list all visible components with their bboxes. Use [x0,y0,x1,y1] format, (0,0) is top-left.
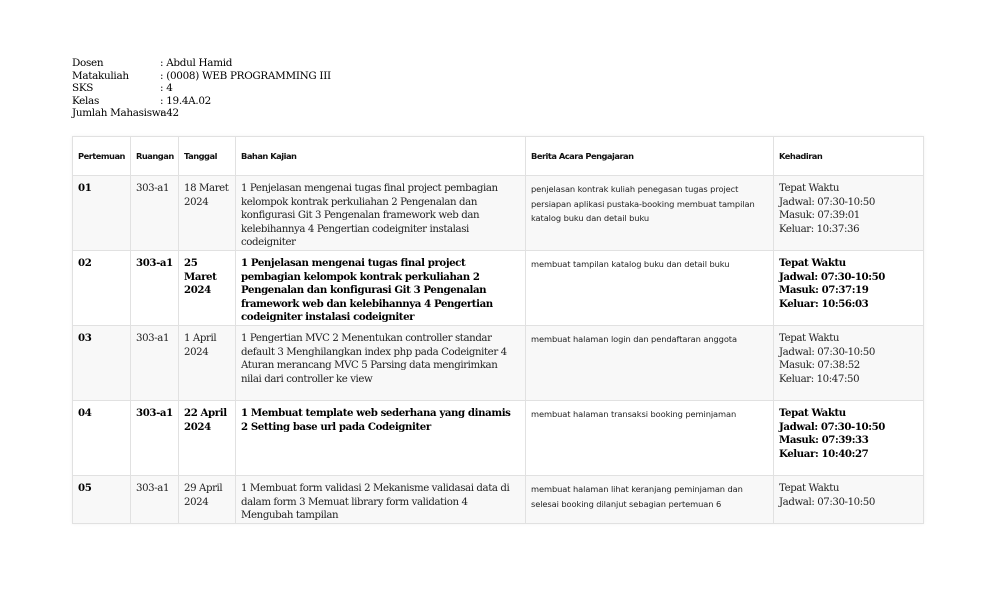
kehadiran-keluar: Keluar: 10:37:36 [779,223,860,235]
info-value: : 19.4A.02 [160,95,211,108]
kehadiran-status: Tepat Waktu [779,257,846,269]
cell-pertemuan: 01 [73,176,131,251]
cell-pertemuan: 04 [73,401,131,476]
cell-bahan-kajian: 1 Penjelasan mengenai tugas final project pembagian kelompok kontrak perkuliahan 2 Pengenalan dan konfigurasi Git 3 Pengenalan framework web dan kelebihannya 4 Pengertian codeigniter instalasi codeigniter [236,176,526,251]
kehadiran-status: Tepat Waktu [779,183,840,194]
cell-tanggal: 18 Maret 2024 [179,176,236,251]
cell-berita-acara: membuat halaman lihat keranjang peminjaman dan selesai booking dilanjut sebagian pertemuan 6 [526,476,774,524]
header-bahan-kajian: Bahan Kajian [236,137,526,176]
kehadiran-masuk: Masuk: 07:39:33 [779,434,869,447]
cell-ruangan: 303-a1 [131,251,179,326]
info-row-jumlah-mahasiswa [72,107,331,120]
cell-pertemuan: 03 [73,326,131,401]
cell-berita-acara: membuat halaman login dan pendaftaran anggota [526,326,774,401]
info-row-matakuliah [72,70,331,83]
info-label: Jumlah Mahasiswa [72,107,167,120]
info-row-dosen [72,57,331,70]
cell-berita-acara: membuat tampilan katalog buku dan detail buku [526,251,774,326]
cell-ruangan: 303-a1 [131,176,179,251]
info-row-kelas [72,95,331,108]
kehadiran-jadwal: Jadwal: 07:30-10:50 [779,496,875,508]
kehadiran-jadwal: Jadwal: 07:30-10:50 [779,420,885,433]
header-pertemuan: Pertemuan [73,137,131,176]
cell-berita-acara: penjelasan kontrak kuliah penegasan tugas project persiapan aplikasi pustaka-booking membuat tampilan katalog buku dan detail buku [526,176,774,251]
cell-ruangan: 303-a1 [131,401,179,476]
info-row-sks [72,82,331,95]
table-row [73,401,924,476]
cell-bahan-kajian: 1 Pengertian MVC 2 Menentukan controller standar default 3 Menghilangkan index php pada Codeigniter 4 Aturan merancang MVC 5 Parsing data mengirimkan nilai dari controller ke view [236,326,526,401]
info-label: Kelas [72,94,99,107]
cell-tanggal: 1 April 2024 [179,326,236,401]
cell-kehadiran [774,251,924,326]
attendance-table [72,136,924,524]
header-berita-acara: Berita Acara Pengajaran [526,137,774,176]
info-value: : 42 [160,107,179,120]
kehadiran-status: Tepat Waktu [779,483,840,494]
kehadiran-jadwal: Jadwal: 07:30-10:50 [779,196,875,208]
info-label: SKS [72,82,94,95]
cell-bahan-kajian: 1 Membuat form validasi 2 Mekanisme validasai data di dalam form 3 Memuat library form validation 4 Mengubah tampilan [236,476,526,524]
table-header-row [73,137,924,176]
table-row [73,176,924,251]
kehadiran-jadwal: Jadwal: 07:30-10:50 [779,346,875,358]
kehadiran-jadwal: Jadwal: 07:30-10:50 [779,270,885,283]
info-value: : (0008) WEB PROGRAMMING III [160,70,331,83]
cell-bahan-kajian: 1 Penjelasan mengenai tugas final project pembagian kelompok kontrak perkuliahan 2 Pengenalan dan konfigurasi Git 3 Pengenalan framework web dan kelebihannya 4 Pengertian codeigniter instalasi codeigniter [236,251,526,326]
kehadiran-keluar: Keluar: 10:40:27 [779,447,869,460]
table-row [73,251,924,326]
header-kehadiran: Kehadiran [774,137,924,176]
cell-pertemuan: 05 [73,476,131,524]
cell-berita-acara: membuat halaman transaksi booking peminjaman [526,401,774,476]
cell-tanggal: 25 Maret 2024 [179,251,236,326]
kehadiran-masuk: Masuk: 07:38:52 [779,360,860,372]
kehadiran-masuk: Masuk: 07:39:01 [779,210,860,222]
cell-tanggal: 29 April 2024 [179,476,236,524]
table-row [73,326,924,401]
cell-ruangan: 303-a1 [131,326,179,401]
cell-pertemuan: 02 [73,251,131,326]
cell-kehadiran [774,176,924,251]
course-info [72,57,331,120]
info-label: Matakuliah [72,69,129,82]
cell-ruangan: 303-a1 [131,476,179,524]
cell-kehadiran [774,476,924,524]
kehadiran-status: Tepat Waktu [779,407,846,419]
kehadiran-keluar: Keluar: 10:56:03 [779,297,869,310]
header-tanggal: Tanggal [179,137,236,176]
info-value: : 4 [160,82,173,95]
info-value: : Abdul Hamid [160,57,232,70]
cell-tanggal: 22 April 2024 [179,401,236,476]
cell-kehadiran [774,326,924,401]
header-ruangan: Ruangan [131,137,179,176]
info-label: Dosen [72,57,104,69]
kehadiran-masuk: Masuk: 07:37:19 [779,284,869,297]
cell-bahan-kajian: 1 Membuat template web sederhana yang dinamis 2 Setting base url pada Codeigniter [236,401,526,476]
cell-kehadiran [774,401,924,476]
kehadiran-status: Tepat Waktu [779,333,840,344]
kehadiran-keluar: Keluar: 10:47:50 [779,373,860,385]
table-row [73,476,924,524]
